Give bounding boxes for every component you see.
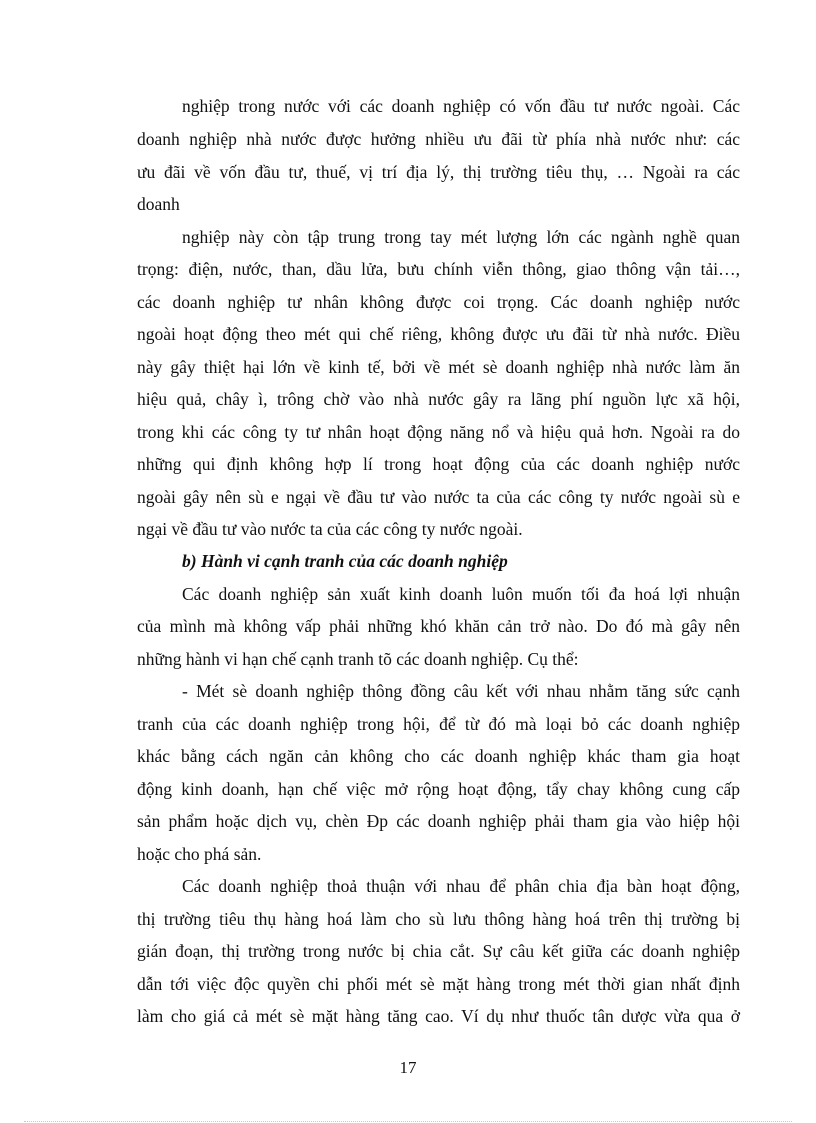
paragraph-line: nghiệp trong nước với các doanh nghiệp có vốn đầu tư nước ngoài. Các xyxy=(182,96,740,116)
paragraph-line: ngoài hoạt động theo mét qui chế riêng, không được ưu đãi từ nhà nước. Điều xyxy=(137,324,740,344)
section-heading: b) Hành vi cạnh tranh của các doanh nghiệp xyxy=(182,551,508,571)
paragraph-line: này gây thiệt hại lớn về kinh tế, bởi về mét sè doanh nghiệp nhà nước làm ăn xyxy=(137,357,740,377)
paragraph-line: khác bằng cách ngăn cản không cho các doanh nghiệp khác tham gia hoạt xyxy=(137,746,740,766)
paragraph-line: gián đoạn, thị trường trong nước bị chia cắt. Sự câu kết giữa các doanh nghiệp xyxy=(137,941,740,961)
paragraph-line: các doanh nghiệp tư nhân không được coi trọng. Các doanh nghiệp nước xyxy=(137,292,740,312)
paragraph-line: ưu đãi về vốn đầu tư, thuế, vị trí địa lý, thị trường tiêu thụ, … Ngoài ra các xyxy=(137,162,740,182)
paragraph-line: sản phẩm hoặc dịch vụ, chèn Ðp các doanh nghiệp phải tham gia vào hiệp hội xyxy=(137,811,740,831)
paragraph-line: động kinh doanh, hạn chế việc mở rộng hoạt động, tẩy chay không cung cấp xyxy=(137,779,740,799)
paragraph-line: trọng: điện, nước, than, dầu lửa, bưu chính viễn thông, giao thông vận tải…, xyxy=(137,259,740,279)
list-item-line: - Mét sè doanh nghiệp thông đồng câu kết với nhau nhằm tăng sức cạnh xyxy=(182,681,740,701)
paragraph-line: Các doanh nghiệp sản xuất kinh doanh luôn muốn tối đa hoá lợi nhuận xyxy=(182,584,740,604)
paragraph-line: ngoài gây nên sù e ngại về đầu tư vào nước ta của các công ty nước ngoài sù e xyxy=(137,487,740,507)
paragraph-line: những qui định không hợp lí trong hoạt động của các doanh nghiệp nước xyxy=(137,454,740,474)
paragraph-line: hiệu quả, chây ì, trông chờ vào nhà nước gây ra lãng phí nguồn lực xã hội, xyxy=(137,389,740,409)
paragraph-line: doanh nghiệp nhà nước được hưởng nhiều ưu đãi từ phía nhà nước như: các xyxy=(137,129,740,149)
paragraph-line: thị trường tiêu thụ hàng hoá làm cho sù lưu thông hàng hoá trên thị trường bị xyxy=(137,909,740,929)
paragraph-line: Các doanh nghiệp thoả thuận với nhau để phân chia địa bàn hoạt động, xyxy=(182,876,740,896)
paragraph-line: làm cho giá cả mét sè mặt hàng tăng cao. Ví dụ như thuốc tân dược vừa qua ở xyxy=(137,1006,740,1026)
paragraph-line: nghiệp này còn tập trung trong tay mét lượng lớn các ngành nghề quan xyxy=(182,227,740,247)
paragraph-line: dẫn tới việc độc quyền chi phối mét sè mặt hàng trong mét thời gian nhất định xyxy=(137,974,740,994)
paragraph-line: trong khi các công ty tư nhân hoạt động năng nổ và hiệu quả hơn. Ngoài ra do xyxy=(137,422,740,442)
paragraph-line: của mình mà không vấp phải những khó khăn cản trở nào. Do đó mà gây nên xyxy=(137,616,740,636)
paragraph-line: ngại về đầu tư vào nước ta của các công ty nước ngoài. xyxy=(137,519,523,539)
paragraph-line: doanh xyxy=(137,194,180,214)
paragraph-line: hoặc cho phá sản. xyxy=(137,844,262,864)
paragraph-line: tranh của các doanh nghiệp trong hội, để từ đó mà loại bỏ các doanh nghiệp xyxy=(137,714,740,734)
paragraph-line: những hành vi hạn chế cạnh tranh tõ các doanh nghiệp. Cụ thể: xyxy=(137,649,579,669)
page-number: 17 xyxy=(399,1058,417,1077)
page-bottom-divider xyxy=(24,1121,792,1122)
